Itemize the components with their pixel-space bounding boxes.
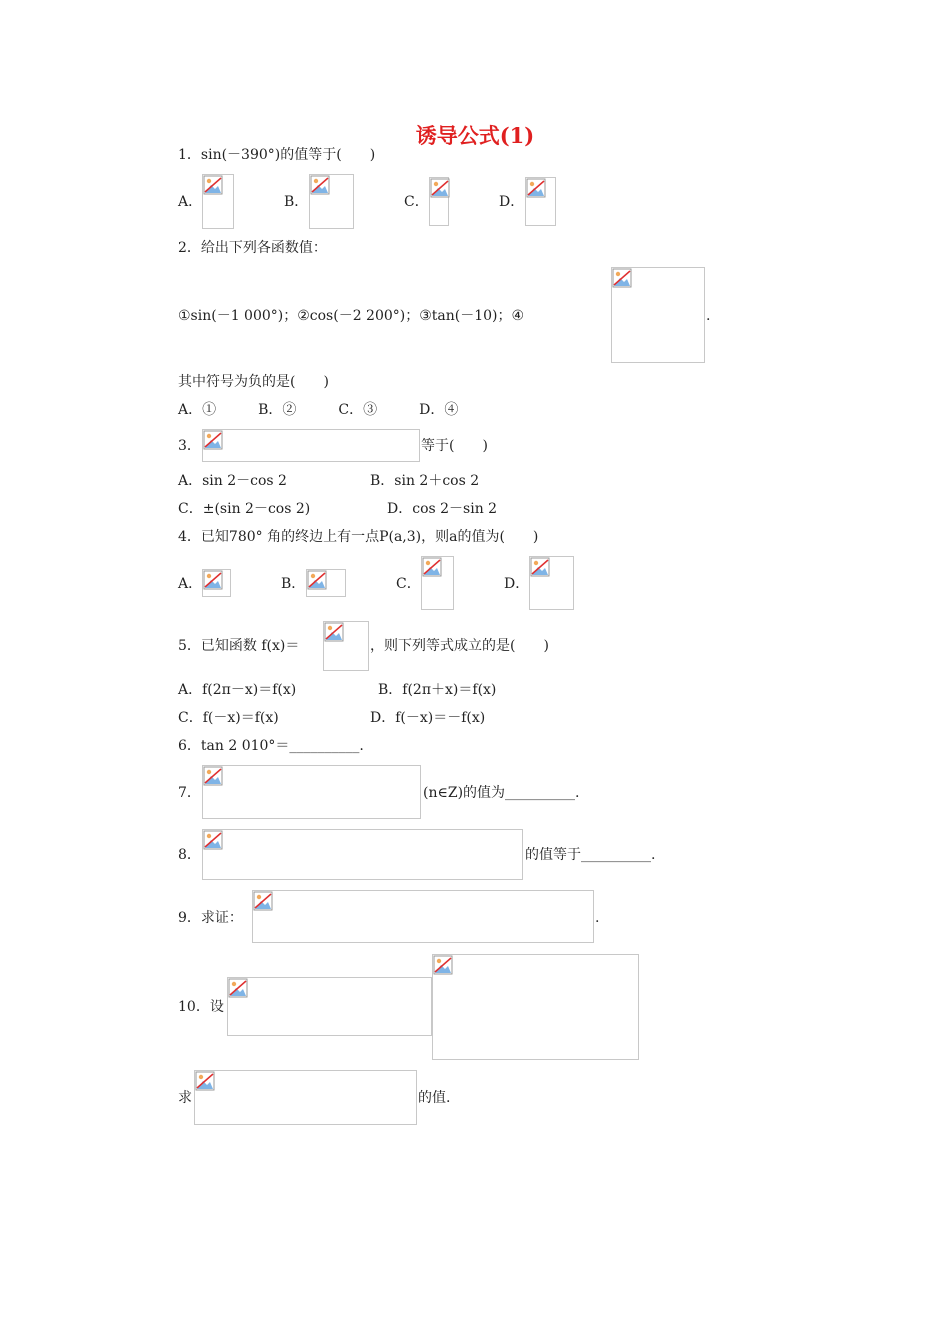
- q4-option-b-label: B．: [281, 576, 306, 592]
- q8-number: 8．: [178, 847, 201, 863]
- q10-definition-image-1: [227, 977, 432, 1036]
- q2-value-4-image: [611, 267, 705, 363]
- q1-option-b-label: B．: [284, 194, 309, 210]
- q10-target-image: [194, 1070, 417, 1125]
- broken-image-icon: [422, 557, 442, 577]
- broken-image-icon: [612, 268, 632, 288]
- q5-option-b: B．f(2π＋x)＝f(x): [378, 682, 497, 698]
- q2-stem: 2．给出下列各函数值：: [178, 240, 327, 256]
- q9-identity-image: [252, 890, 594, 943]
- q3-option-c: C．±(sin 2－cos 2): [178, 501, 311, 517]
- q8-expression-image: [202, 829, 523, 880]
- q3-number: 3．: [178, 438, 201, 454]
- q1-stem: 1．sin(－390°)的值等于( ): [178, 147, 376, 163]
- broken-image-icon: [253, 891, 273, 911]
- q5-function-image: [323, 621, 369, 671]
- broken-image-icon: [228, 978, 248, 998]
- q7-expression-image: [202, 765, 421, 819]
- q4-option-b-image: [306, 569, 346, 597]
- q4-option-c-label: C．: [396, 576, 421, 592]
- page-title: 诱导公式(1): [415, 123, 535, 148]
- broken-image-icon: [526, 178, 546, 198]
- q2-values: ①sin(－1 000°)；②cos(－2 200°)；③tan(－10)；④: [178, 308, 525, 324]
- q5-stem-pre: 5．已知函数 f(x)＝: [178, 638, 300, 654]
- q3-option-d: D．cos 2－sin 2: [387, 501, 498, 517]
- q10-definition-image-2: [432, 954, 639, 1060]
- broken-image-icon: [324, 622, 344, 642]
- broken-image-icon: [203, 766, 223, 786]
- q3-option-b: B．sin 2＋cos 2: [370, 473, 480, 489]
- broken-image-icon: [195, 1071, 215, 1091]
- q9-tail: .: [595, 910, 600, 926]
- q2-end: .: [706, 308, 711, 324]
- q4-stem: 4．已知780° 角的终边上有一点P(a,3)，则a的值为( ): [178, 529, 539, 545]
- q2-options: A．① B．② C．③ D．④: [178, 402, 459, 418]
- q5-stem-post: ，则下列等式成立的是( ): [370, 638, 549, 654]
- q1-option-d-label: D．: [499, 194, 525, 210]
- q1-option-b-image: [309, 174, 354, 229]
- broken-image-icon: [433, 955, 453, 975]
- q10-number: 10．设: [178, 999, 224, 1015]
- q3-option-a: A．sin 2－cos 2: [178, 473, 287, 489]
- q3-expression-image: [202, 429, 420, 462]
- broken-image-icon: [203, 175, 223, 195]
- q1-option-a-image: [202, 174, 234, 229]
- q1-option-c-image: [429, 177, 449, 226]
- q8-tail: 的值等于__________.: [525, 847, 656, 863]
- q3-tail: 等于( ): [421, 438, 488, 454]
- q5-option-c: C．f(－x)＝f(x): [178, 710, 279, 726]
- broken-image-icon: [530, 557, 550, 577]
- q4-option-d-image: [529, 556, 574, 610]
- q9-number: 9．求证：: [178, 910, 243, 926]
- q7-number: 7．: [178, 785, 201, 801]
- q1-option-a-label: A．: [178, 194, 203, 210]
- q4-option-c-image: [421, 556, 454, 610]
- broken-image-icon: [310, 175, 330, 195]
- q2-question: 其中符号为负的是( ): [178, 374, 329, 390]
- q4-option-a-label: A．: [178, 576, 203, 592]
- q10-tail: 的值.: [418, 1090, 451, 1106]
- q7-tail: (n∈Z)的值为__________.: [423, 785, 580, 801]
- q1-option-c-label: C．: [404, 194, 429, 210]
- broken-image-icon: [430, 178, 450, 198]
- q4-option-d-label: D．: [504, 576, 530, 592]
- broken-image-icon: [203, 830, 223, 850]
- broken-image-icon: [307, 570, 327, 590]
- q5-option-d: D．f(－x)＝－f(x): [370, 710, 486, 726]
- q1-option-d-image: [525, 177, 556, 226]
- q4-option-a-image: [202, 569, 231, 597]
- q5-option-a: A．f(2π－x)＝f(x): [178, 682, 297, 698]
- broken-image-icon: [203, 570, 223, 590]
- q10-ask: 求: [178, 1090, 192, 1106]
- q6-text: 6．tan 2 010°＝__________.: [178, 738, 364, 754]
- broken-image-icon: [203, 430, 223, 450]
